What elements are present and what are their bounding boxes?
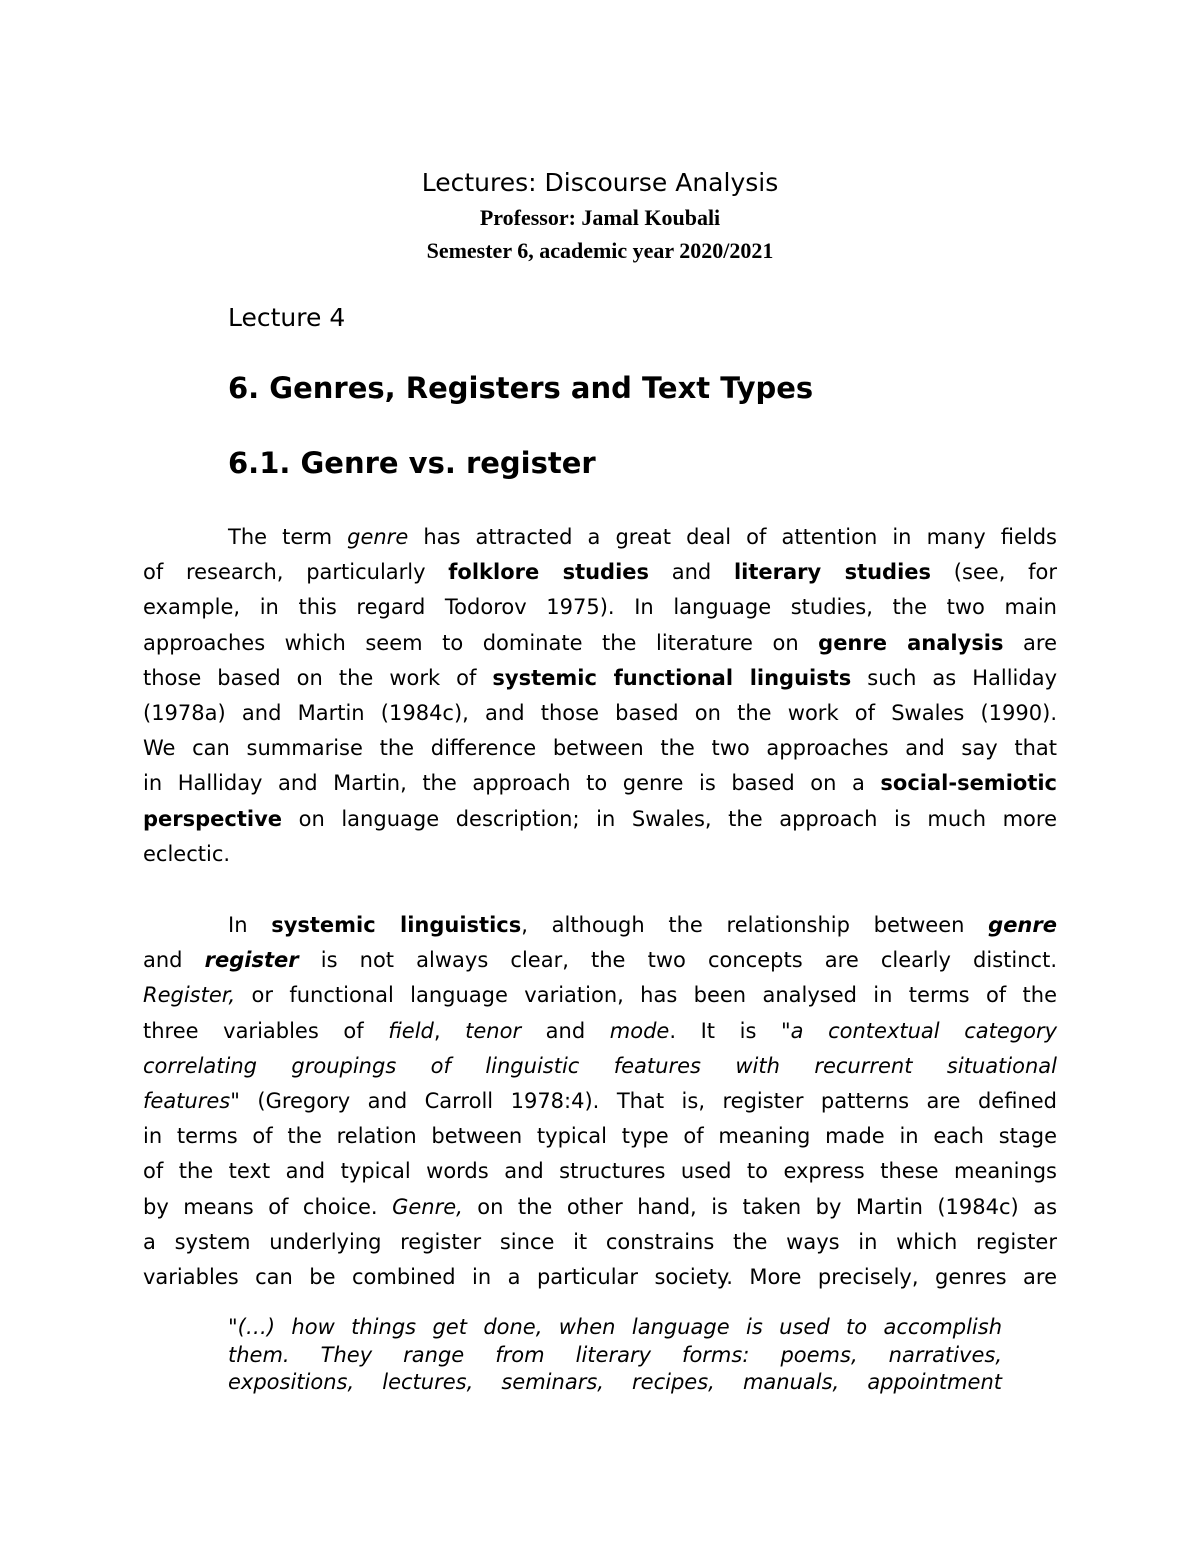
section-title: 6. Genres, Registers and Text Types bbox=[228, 371, 814, 405]
paragraph-line: approaches which seem to dominate the literature on genre analysis are bbox=[143, 630, 1057, 655]
paragraph-line: features" (Gregory and Carroll 1978:4). That is, register patterns are defined bbox=[143, 1089, 1057, 1114]
quote-line: expositions, lectures, seminars, recipes, manuals, appointment bbox=[228, 1370, 1002, 1394]
paragraph-line: In systemic linguistics, although the relationship between genre bbox=[228, 913, 1057, 937]
paragraph-line: (1978a) and Martin (1984c), and those based on the work of Swales (1990). bbox=[143, 701, 1057, 726]
paragraph-line: three variables of field, tenor and mode. It is "a contextual category bbox=[143, 1018, 1058, 1043]
paragraph-line: We can summarise the difference between the two approaches and say that bbox=[143, 736, 1057, 761]
paragraph-line: by means of choice. Genre, on the other hand, is taken by Martin (1984c) as bbox=[143, 1194, 1058, 1219]
paragraph-systemic-linguistics bbox=[143, 908, 1057, 1295]
paragraph-line: of research, particularly folklore studies and literary studies (see, for bbox=[143, 560, 1057, 585]
paragraph-line: those based on the work of systemic functional linguists such as Halliday bbox=[143, 665, 1058, 690]
paragraph-line: a system underlying register since it constrains the ways in which register bbox=[143, 1229, 1057, 1254]
paragraph-line: example, in this regard Todorov 1975). In language studies, the two main bbox=[143, 595, 1057, 620]
semester-line: Semester 6, academic year 2020/2021 bbox=[426, 238, 774, 263]
paragraph-line: of the text and typical words and structures used to express these meanings bbox=[143, 1159, 1057, 1184]
professor-line: Professor: Jamal Koubali bbox=[479, 205, 721, 230]
paragraph-genre-approaches bbox=[143, 520, 1057, 872]
paragraph-line: variables can be combined in a particular society. More precisely, genres are bbox=[143, 1265, 1057, 1290]
paragraph-line: perspective on language description; in Swales, the approach is much more bbox=[143, 806, 1057, 831]
paragraph-line: The term genre has attracted a great deal of attention in many fields bbox=[228, 525, 1057, 549]
subsection-title: 6.1. Genre vs. register bbox=[228, 446, 596, 480]
lecture-label: Lecture 4 bbox=[228, 303, 346, 332]
quote-line: "(…) how things get done, when language is used to accomplish bbox=[228, 1315, 1002, 1339]
block-quote bbox=[228, 1314, 1002, 1397]
paragraph-line: Register, or functional language variation, has been analysed in terms of the bbox=[143, 983, 1057, 1008]
course-title: Lectures: Discourse Analysis bbox=[421, 168, 779, 197]
paragraph-line: in Halliday and Martin, the approach to genre is based on a social-semiotic bbox=[143, 771, 1057, 796]
quote-line: them. They range from literary forms: poems, narratives, bbox=[228, 1342, 1002, 1367]
paragraph-line: eclectic. bbox=[143, 841, 231, 866]
paragraph-line: in terms of the relation between typical type of meaning made in each stage bbox=[143, 1124, 1057, 1149]
paragraph-line: and register is not always clear, the two concepts are clearly distinct. bbox=[143, 948, 1057, 973]
paragraph-line: correlating groupings of linguistic features with recurrent situational bbox=[143, 1053, 1057, 1078]
